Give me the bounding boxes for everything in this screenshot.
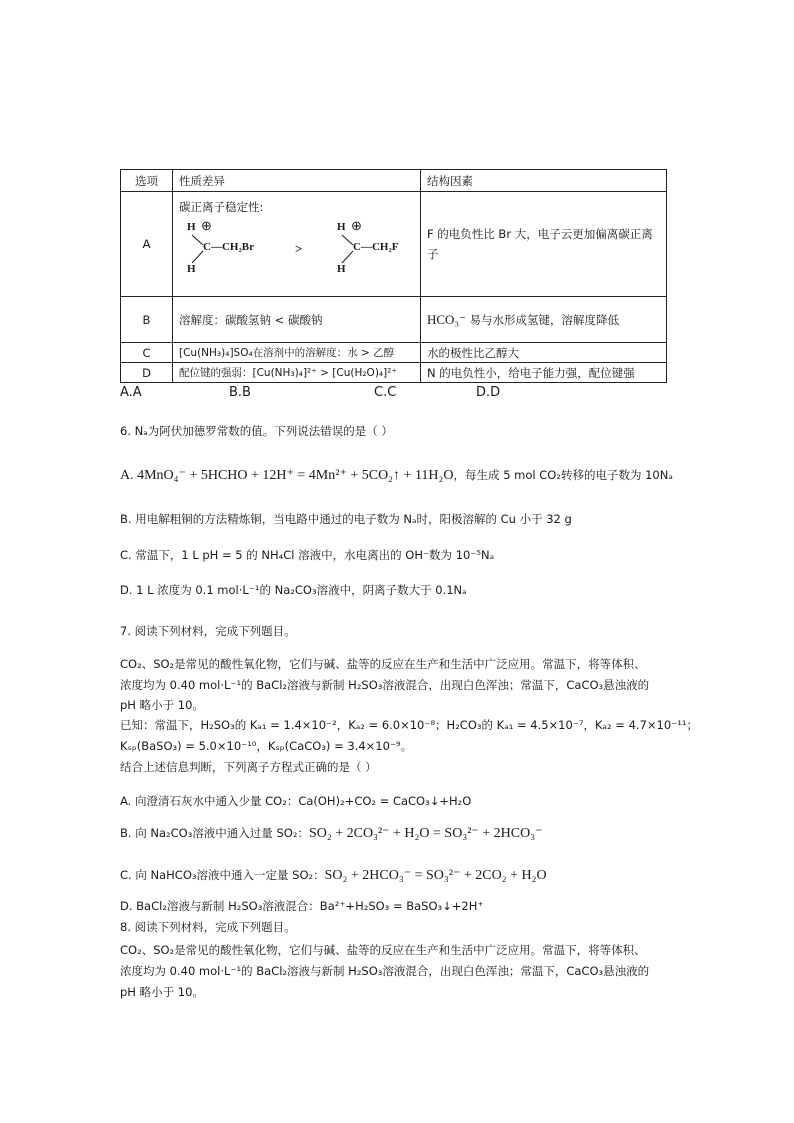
header-property: 性质差异 <box>173 170 421 192</box>
q7-para4: 已知：常温下，H₂SO₃的 Kₐ₁ = 1.4×10⁻²，Kₐ₂ = 6.0×10⁻⁸；H₂CO₃的 Kₐ₁ = 4.5×10⁻⁷，Kₐ₂ = 4.7×10⁻¹¹； <box>120 718 698 732</box>
q6-a-text: ，每生成 5 mol CO₂转移的电子数为 10Nₐ <box>453 468 673 482</box>
row-a-option: A <box>121 192 173 297</box>
h-bottom-right: H <box>337 263 346 275</box>
q7-option-a: A. 向澄清石灰水中通入少量 CO₂：Ca(OH)₂+CO₂ = CaCO₃↓+H₂O <box>120 794 472 808</box>
greater-than: > <box>295 241 303 256</box>
header-option: 选项 <box>121 170 173 192</box>
h-top-right: H <box>337 221 346 233</box>
row-b-reason-text: 易与水形成氢键，溶解度降低 <box>469 312 619 327</box>
q7-b-text: B. 向 Na₂CO₃溶液中通入过量 SO₂： <box>120 826 309 840</box>
choice-d: D.D <box>476 385 501 400</box>
q6-stem: 6. Nₐ为阿伏加德罗常数的值。下列说法错误的是（ ） <box>120 424 393 438</box>
right-bonds <box>339 233 357 265</box>
choice-a: A.A <box>120 385 142 400</box>
q6-option-c: C. 常温下，1 L pH = 5 的 NH₄Cl 溶液中，水电离出的 OH⁻数为 10⁻⁵Nₐ <box>120 548 495 562</box>
row-b-reason <box>421 297 667 343</box>
q6-option-d: D. 1 L 浓度为 0.1 mol·L⁻¹的 Na₂CO₃溶液中，阴离子数大于 0.1Nₐ <box>120 583 467 597</box>
h-top-left: H <box>187 221 196 233</box>
right-group: C—CH₂F <box>353 241 399 253</box>
row-b-property: 溶解度：碳酸氢钠 < 碳酸钠 <box>173 297 421 343</box>
header-structure: 结构因素 <box>421 170 667 192</box>
left-bonds <box>189 233 207 265</box>
q7-para3: pH 略小于 10。 <box>120 698 204 712</box>
carbocation-structures <box>179 219 414 287</box>
row-d-reason: N 的电负性小，给电子能力强，配位键强 <box>421 363 667 383</box>
row-a-reason-line2: 子 <box>427 247 439 261</box>
q7-option-c <box>120 865 547 886</box>
row-a-reason <box>421 192 667 297</box>
row-d-property: 配位键的强弱：[Cu(NH₃)₄]²⁺ > [Cu(H₂O)₄]²⁺ <box>173 363 421 383</box>
q8-stem: 8. 阅读下列材料，完成下列题目。 <box>120 920 296 934</box>
q7-option-b <box>120 823 543 844</box>
q8-para3: pH 略小于 10。 <box>120 985 204 999</box>
q8-para2: 浓度均为 0.40 mol·L⁻¹的 BaCl₂溶液与新制 H₂SO₃溶液混合，出现白色浑浊；常温下，CaCO₃悬浊液的 <box>120 964 650 978</box>
q6-option-b: B. 用电解粗铜的方法精炼铜，当电路中通过的电子数为 Nₐ时，阳极溶解的 Cu 小于 32 g <box>120 512 572 526</box>
row-a-property-text: 碳正离子稳定性: <box>179 200 264 214</box>
row-b-option: B <box>121 297 173 343</box>
q7-para6: 结合上述信息判断，下列离子方程式正确的是（ ） <box>120 760 377 774</box>
q7-option-d: D. BaCl₂溶液与新制 H₂SO₃溶液混合：Ba²⁺+H₂SO₃ = BaSO₃↓+2H⁺ <box>120 899 484 913</box>
choice-c: C.C <box>374 385 397 400</box>
plus-left: ⊕ <box>201 218 212 233</box>
row-a-property <box>173 192 421 297</box>
row-c-reason: 水的极性比乙醇大 <box>421 343 667 363</box>
plus-right: ⊕ <box>351 218 362 233</box>
q7-c-text: C. 向 NaHCO₃溶液中通入一定量 SO₂： <box>120 868 325 882</box>
q7-c-equation: SO₂ + 2HCO₃⁻ = SO₃²⁻ + 2CO₂ + H₂O <box>324 868 547 883</box>
row-c-option: C <box>121 343 173 363</box>
row-d-option: D <box>121 363 173 383</box>
q8-para1: CO₂、SO₂是常见的酸性氧化物，它们与碱、盐等的反应在生产和生活中广泛应用。常温下，将等体积、 <box>120 943 646 957</box>
q6-a-equation: A. 4MnO₄⁻ + 5HCHO + 12H⁺ = 4Mn²⁺ + 5CO₂↑ + 11H₂O <box>120 468 454 483</box>
question5-table <box>120 169 667 383</box>
q7-para2: 浓度均为 0.40 mol·L⁻¹的 BaCl₂溶液与新制 H₂SO₃溶液混合，出现白色浑浊；常温下，CaCO₃悬浊液的 <box>120 678 650 692</box>
q7-para1: CO₂、SO₂是常见的酸性氧化物，它们与碱、盐等的反应在生产和生活中广泛应用。常温下，将等体积、 <box>120 657 646 671</box>
row-b-ion: HCO₃⁻ <box>427 311 466 327</box>
q7-para5: Kₛₚ(BaSO₃) = 5.0×10⁻¹⁰，Kₛₚ(CaCO₃) = 3.4×10⁻⁹。 <box>120 739 413 753</box>
q7-b-equation: SO₂ + 2CO₃²⁻ + H₂O = SO₃²⁻ + 2HCO₃⁻ <box>308 826 543 841</box>
row-c-property: [Cu(NH₃)₄]SO₄在溶剂中的溶解度：水 > 乙醇 <box>173 343 421 363</box>
row-a-reason-line1: F 的电负性比 Br 大，电子云更加偏离碳正离 <box>427 227 653 241</box>
q6-option-a <box>120 465 673 486</box>
choice-b: B.B <box>229 385 251 400</box>
q7-stem: 7. 阅读下列材料，完成下列题目。 <box>120 624 296 638</box>
h-bottom-left: H <box>187 263 196 275</box>
left-group: C—CH₂Br <box>203 241 254 253</box>
